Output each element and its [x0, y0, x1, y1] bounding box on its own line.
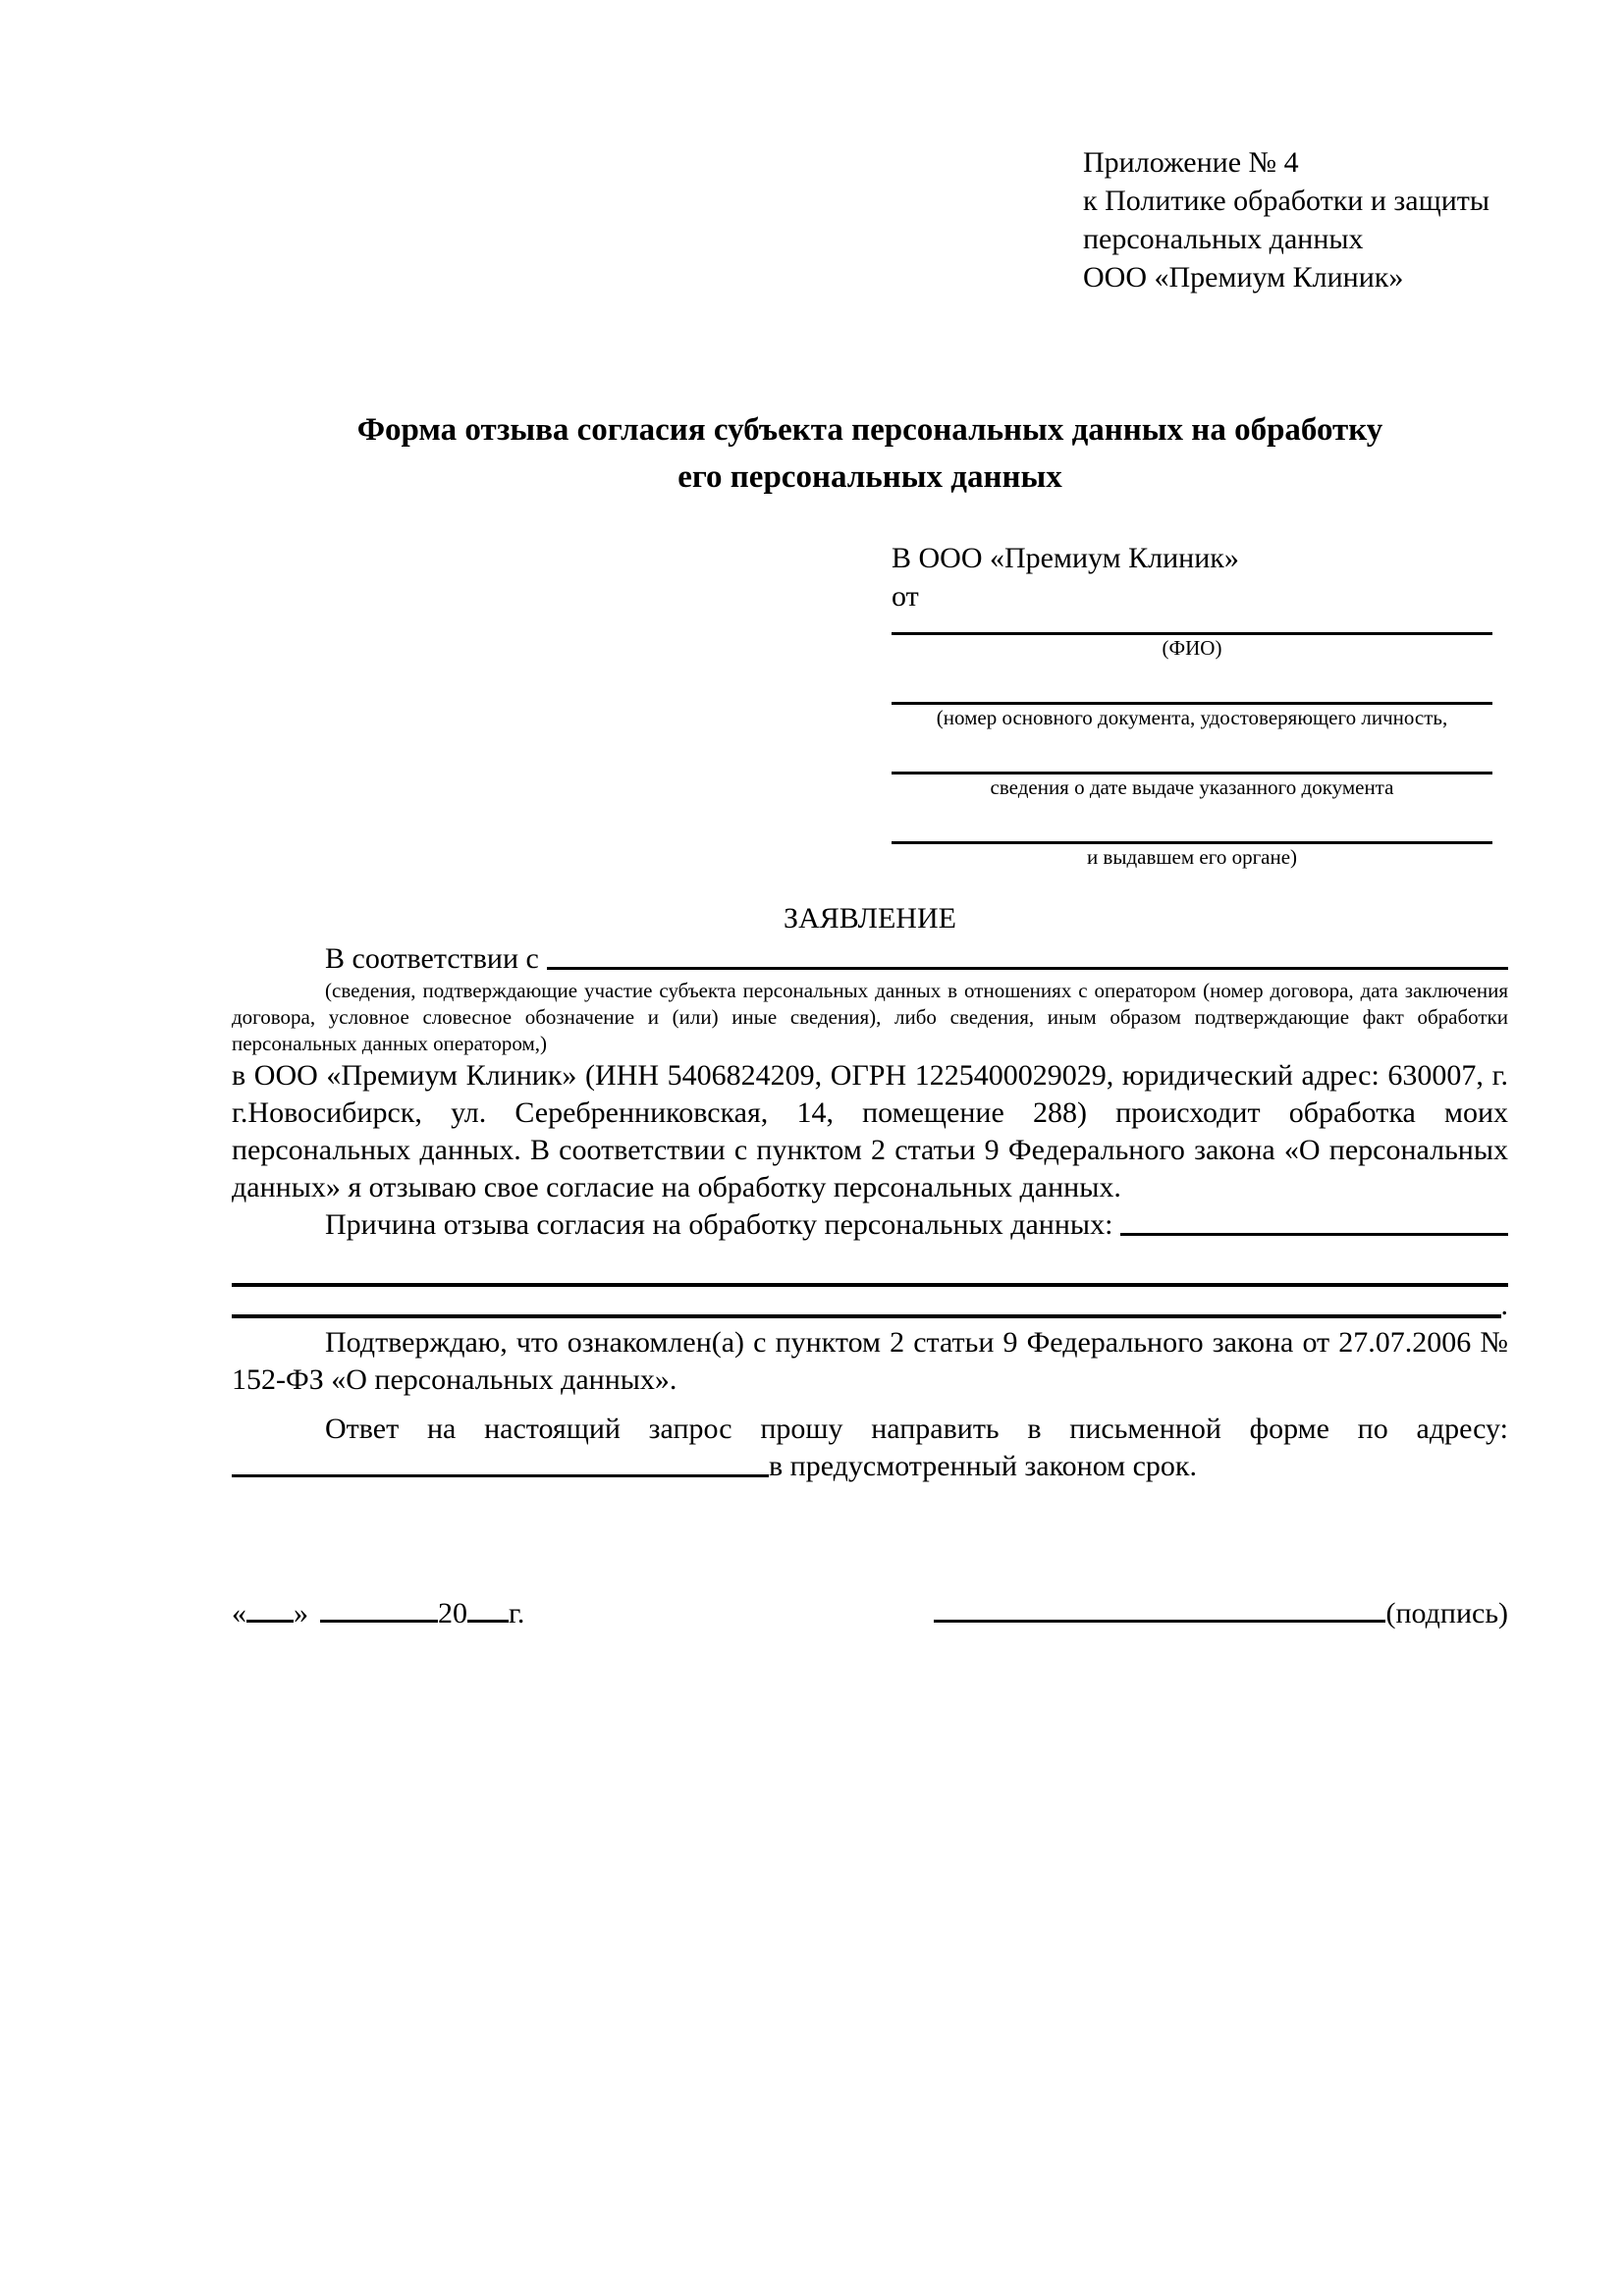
document-issuer-caption: и выдавшем его органе): [1086, 845, 1298, 869]
intro-note: (сведения, подтверждающие участие субъекта персональных данных в отношениях с оператором (номер договора, дата заключения договора, условное словесное обозначение и (или) иные сведения), либо сведения, иным образом подтверждающие факт обработки персональных данных оператором,): [232, 979, 1508, 1055]
date-field: [232, 1594, 524, 1632]
reply-address-row: [232, 1448, 1508, 1485]
reason-fill-line-3: [232, 1314, 1501, 1318]
year-fill-line: [467, 1620, 509, 1623]
reason-fill-line-2: [232, 1244, 1508, 1287]
fio-caption: (ФИО): [1162, 636, 1222, 660]
reason-fill-line: [1120, 1233, 1508, 1236]
signature-fill-line: [934, 1620, 1385, 1623]
document-issue-date-field: [892, 772, 1492, 801]
address-fill-line: [232, 1474, 769, 1477]
fill-line-period: .: [1500, 1289, 1508, 1321]
appendix-line: персональных данных: [1083, 223, 1364, 255]
body-paragraph: в ООО «Премиум Клиник» (ИНН 5406824209, ОГРН 1225400029029, юридический адрес: 630007, г. г.Новосибирск, ул. Серебренниковская, 14, помещение 288) происходит обработка моих персональных данных. В соответствии с пунктом 2 статьи 9 Федерального закона «О персональных данных» я отзываю свое согласие на обработку персональных данных.: [232, 1059, 1508, 1203]
document-title-line: его персональных данных: [677, 459, 1062, 495]
intro-fill-line: [547, 967, 1508, 970]
signature-field: [934, 1594, 1508, 1632]
year-suffix: г.: [509, 1597, 525, 1629]
appendix-block: [1083, 143, 1489, 296]
day-fill-line: [246, 1620, 294, 1623]
year-prefix: 20: [438, 1597, 467, 1629]
reply-paragraph: Ответ на настоящий запрос прошу направить в письменной форме по адресу:: [325, 1413, 1508, 1445]
month-fill-line: [320, 1620, 438, 1623]
signature-caption: (подпись): [1385, 1597, 1508, 1629]
date-signature-row: [232, 1594, 1508, 1632]
date-open-quote: «: [232, 1597, 246, 1629]
addressee-to: В ООО «Премиум Клиник»: [892, 542, 1239, 574]
document-issuer-field: [892, 841, 1492, 871]
document-issue-date-caption: сведения о дате выдаче указанного документа: [990, 775, 1394, 799]
document-title: [232, 406, 1508, 501]
statement-heading: ЗАЯВЛЕНИЕ: [784, 902, 956, 934]
appendix-line: Приложение № 4: [1083, 146, 1299, 179]
appendix-line: ООО «Премиум Клиник»: [1083, 261, 1404, 294]
addressee-block: [892, 539, 1492, 871]
document-number-field: [892, 702, 1492, 731]
document-number-caption: (номер основного документа, удостоверяющего личность,: [936, 706, 1448, 729]
reason-row: [232, 1206, 1508, 1244]
appendix-line: к Политике обработки и защиты: [1083, 185, 1490, 217]
statement-body-block: [232, 940, 1508, 1485]
confirmation-paragraph: Подтверждаю, что ознакомлен(а) с пунктом 2 статьи 9 Федерального закона от 27.07.2006 № 152-ФЗ «О персональных данных».: [232, 1326, 1508, 1396]
date-close-quote: »: [294, 1597, 308, 1629]
fio-field: [892, 632, 1492, 662]
document-title-line: Форма отзыва согласия субъекта персональных данных на обработку: [356, 412, 1383, 448]
reply-suffix: в предусмотренный законом срок.: [769, 1450, 1197, 1482]
intro-row: [232, 940, 1508, 978]
intro-prefix: В соответствии с: [325, 942, 539, 975]
reason-fill-line-3-row: [232, 1287, 1508, 1324]
addressee-from-label: от: [892, 580, 919, 613]
reason-label: Причина отзыва согласия на обработку персональных данных:: [325, 1208, 1113, 1241]
